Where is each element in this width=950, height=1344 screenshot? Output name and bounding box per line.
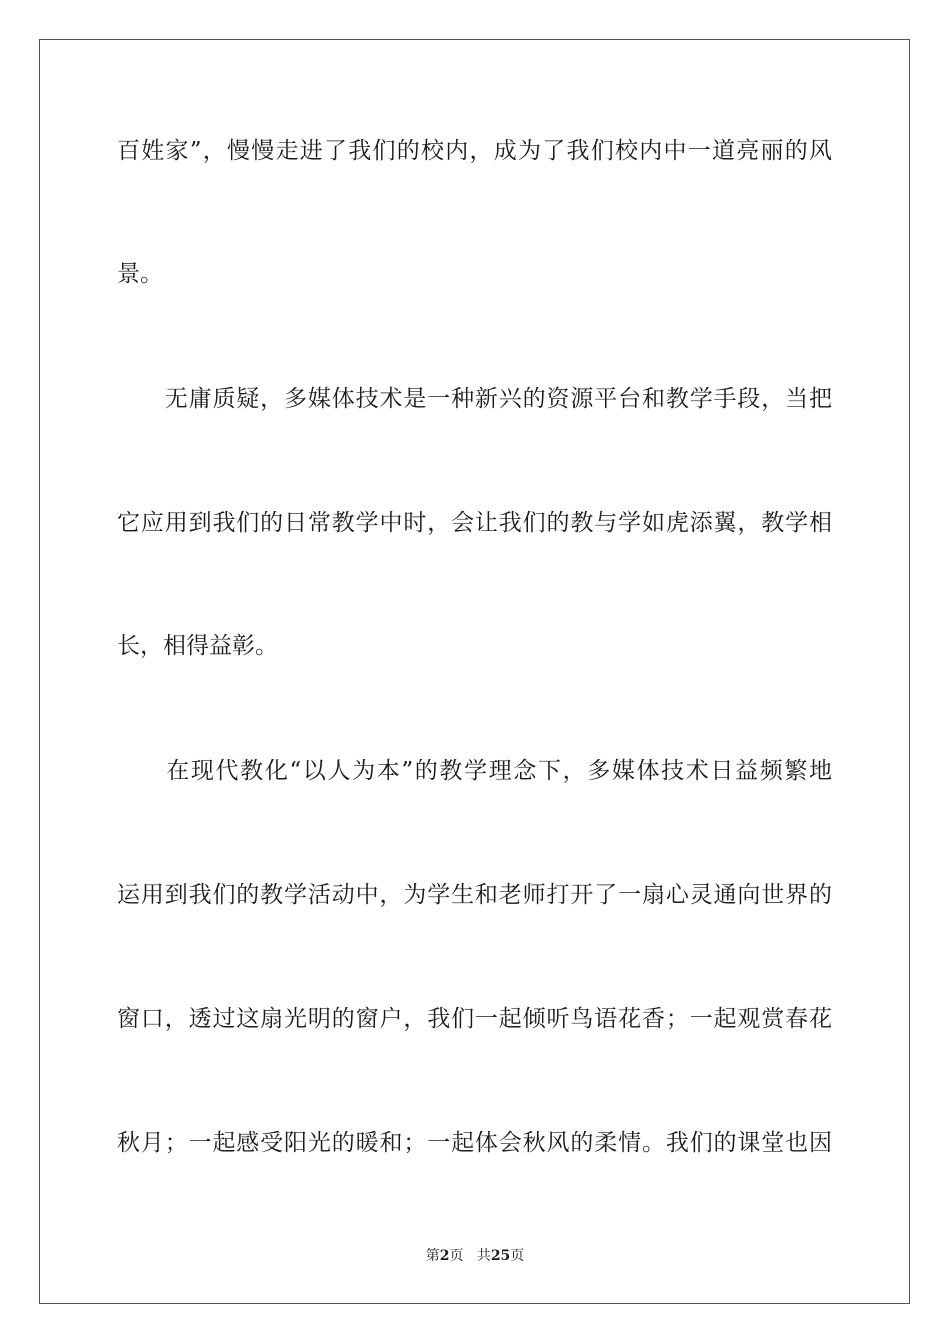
- footer-total-suffix: 页: [510, 1248, 525, 1264]
- footer-current-page: 2: [439, 1248, 450, 1264]
- body-line-4: 它应用到我们的日常教学中时，会让我们的教与学如虎添翼，教学相: [117, 510, 832, 536]
- body-line-9: 秋月；一起感受阳光的暖和；一起体会秋风的柔情。我们的课堂也因: [117, 1130, 832, 1156]
- body-line-3: 无庸质疑，多媒体技术是一种新兴的资源平台和教学手段，当把: [117, 386, 832, 412]
- body-line-1: 百姓家”，慢慢走进了我们的校内，成为了我们校内中一道亮丽的风: [117, 138, 832, 164]
- body-line-5: 长，相得益彰。: [117, 633, 278, 659]
- page-footer: [0, 1247, 950, 1265]
- body-line-7: 运用到我们的教学活动中，为学生和老师打开了一扇心灵通向世界的: [117, 882, 832, 908]
- body-line-6: 在现代教化“以人为本”的教学理念下，多媒体技术日益频繁地: [117, 758, 832, 784]
- body-line-2: 景。: [117, 261, 163, 287]
- body-line-8: 窗口，透过这扇光明的窗户，我们一起倾听鸟语花香；一起观赏春花: [117, 1006, 832, 1032]
- page-border: [39, 39, 910, 1304]
- footer-total-prefix: 共: [476, 1248, 491, 1264]
- footer-page-suffix: 页: [449, 1248, 464, 1264]
- footer-page-prefix: 第: [425, 1248, 440, 1264]
- footer-total-pages: 25: [490, 1248, 511, 1264]
